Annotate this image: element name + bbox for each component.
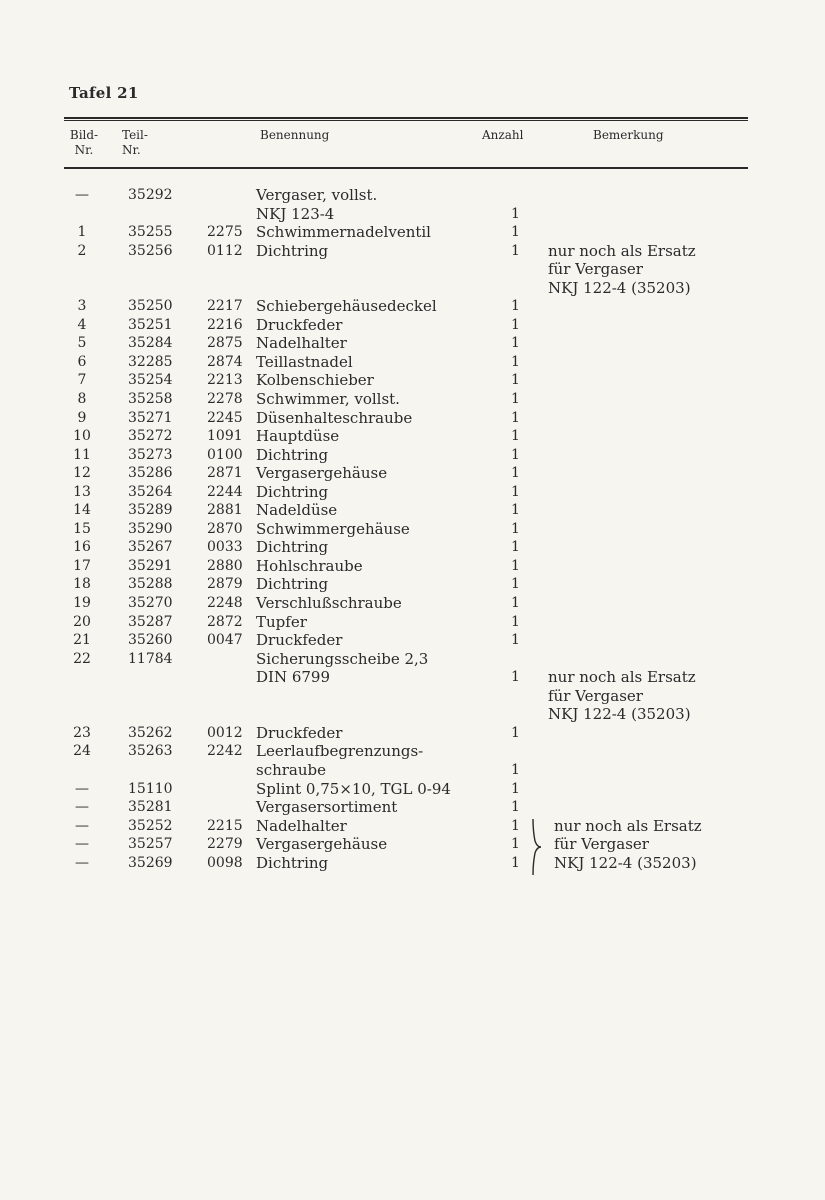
teil-nr-cell: 15110 bbox=[128, 780, 173, 797]
anzahl-cell: 1 bbox=[511, 595, 520, 612]
bild-nr-cell: 19 bbox=[73, 595, 91, 612]
benennung-cell: Dichtring bbox=[256, 538, 329, 557]
bemerkung-cell: für Vergaser bbox=[548, 686, 643, 705]
part-code-cell: 0047 bbox=[207, 632, 243, 649]
anzahl-cell: 1 bbox=[511, 576, 520, 593]
table-row bbox=[0, 705, 825, 724]
teil-nr-cell: 35252 bbox=[128, 817, 173, 834]
table-row bbox=[0, 446, 825, 465]
anzahl-cell: 1 bbox=[511, 632, 520, 649]
teil-nr-cell: 35251 bbox=[128, 316, 173, 333]
part-code-cell: 2216 bbox=[207, 316, 243, 333]
bild-nr-cell: 24 bbox=[73, 743, 91, 760]
bild-nr-cell: 9 bbox=[77, 409, 87, 426]
benennung-cell: Nadeldüse bbox=[256, 501, 338, 520]
table-row bbox=[0, 594, 825, 613]
table-row bbox=[0, 798, 825, 817]
anzahl-cell: 1 bbox=[511, 836, 520, 853]
anzahl-cell: 1 bbox=[511, 242, 520, 259]
anzahl-cell: 1 bbox=[511, 780, 520, 797]
bild-nr-cell: — bbox=[75, 187, 89, 203]
part-code-cell: 2881 bbox=[207, 502, 243, 519]
table-row bbox=[0, 205, 825, 224]
part-code-cell: 2275 bbox=[207, 224, 243, 241]
teil-nr-cell: 35288 bbox=[128, 576, 173, 593]
table-row bbox=[0, 742, 825, 761]
bild-nr-cell: — bbox=[75, 817, 89, 834]
teil-nr-cell: 35250 bbox=[128, 298, 173, 315]
anzahl-cell: 1 bbox=[511, 391, 520, 408]
benennung-cell: Schwimmernadelventil bbox=[256, 223, 431, 242]
anzahl-cell: 1 bbox=[511, 335, 520, 352]
benennung-cell: Hohlschraube bbox=[256, 556, 363, 575]
anzahl-cell: 1 bbox=[511, 298, 520, 315]
teil-nr-cell: 35255 bbox=[128, 224, 173, 241]
bild-nr-cell: — bbox=[75, 836, 89, 853]
table-row bbox=[0, 279, 825, 298]
anzahl-cell: 1 bbox=[511, 446, 520, 463]
benennung-cell: Verschlußschraube bbox=[256, 594, 402, 613]
benennung-cell: Kolbenschieber bbox=[256, 371, 374, 390]
bild-nr-cell: — bbox=[75, 854, 89, 871]
benennung-cell: Vergasergehäuse bbox=[256, 464, 388, 483]
bild-nr-cell: 23 bbox=[73, 724, 91, 741]
part-code-cell: 0112 bbox=[207, 242, 243, 259]
table-row bbox=[0, 297, 825, 316]
benennung-cell: Leerlaufbegrenzungs- bbox=[256, 742, 424, 761]
teil-nr-cell: 35291 bbox=[128, 557, 173, 574]
anzahl-cell: 1 bbox=[511, 428, 520, 445]
benennung-cell: Dichtring bbox=[256, 241, 329, 260]
bild-nr-cell: 3 bbox=[77, 298, 87, 315]
bild-nr-cell: 7 bbox=[77, 372, 87, 389]
part-code-cell: 2213 bbox=[207, 372, 243, 389]
part-code-cell: 2244 bbox=[207, 483, 243, 500]
anzahl-cell: 1 bbox=[511, 854, 520, 871]
bild-nr-cell: 2 bbox=[77, 242, 87, 259]
table-row bbox=[0, 724, 825, 743]
part-code-cell: 0100 bbox=[207, 446, 243, 463]
teil-nr-cell: 35254 bbox=[128, 372, 173, 389]
anzahl-cell: 1 bbox=[511, 483, 520, 500]
column-header-anzahl: Anzahl bbox=[482, 128, 524, 142]
teil-nr-cell: 35289 bbox=[128, 502, 173, 519]
table-row bbox=[0, 353, 825, 372]
benennung-cell: Druckfeder bbox=[256, 315, 343, 334]
benennung-cell: Tupfer bbox=[256, 612, 307, 631]
part-code-cell: 2875 bbox=[207, 335, 243, 352]
column-header-bild-nr bbox=[64, 128, 104, 158]
anzahl-cell: 1 bbox=[511, 502, 520, 519]
bemerkung-cell: NKJ 122-4 (35203) bbox=[554, 853, 697, 872]
bild-nr-cell: 8 bbox=[77, 391, 87, 408]
benennung-cell: schraube bbox=[256, 760, 327, 779]
part-code-cell: 2217 bbox=[207, 298, 243, 315]
table-row bbox=[0, 557, 825, 576]
page-title: Tafel 21 bbox=[69, 84, 139, 102]
benennung-cell: Dichtring bbox=[256, 482, 329, 501]
teil-nr-cell: 35270 bbox=[128, 595, 173, 612]
teil-nr-cell: 35284 bbox=[128, 335, 173, 352]
table-row bbox=[0, 613, 825, 632]
part-code-cell: 2278 bbox=[207, 391, 243, 408]
table-row bbox=[0, 650, 825, 669]
table-row bbox=[0, 520, 825, 539]
bild-nr-cell: 12 bbox=[73, 465, 91, 482]
bild-nr-cell: 20 bbox=[73, 613, 91, 630]
part-code-cell: 2872 bbox=[207, 613, 243, 630]
table-row bbox=[0, 854, 825, 873]
bild-nr-cell: 22 bbox=[73, 650, 91, 667]
bild-nr-cell: 5 bbox=[77, 335, 87, 352]
teil-nr-cell: 35269 bbox=[128, 854, 173, 871]
anzahl-cell: 1 bbox=[511, 539, 520, 556]
part-code-cell: 2248 bbox=[207, 595, 243, 612]
benennung-cell: Druckfeder bbox=[256, 631, 343, 650]
teil-nr-cell: 32285 bbox=[128, 353, 173, 370]
table-row bbox=[0, 575, 825, 594]
parts-table bbox=[0, 186, 825, 872]
anzahl-cell: 1 bbox=[511, 799, 520, 816]
anzahl-cell: 1 bbox=[511, 724, 520, 741]
anzahl-cell: 1 bbox=[511, 557, 520, 574]
bemerkung-cell: nur noch als Ersatz bbox=[554, 816, 702, 835]
teil-nr-cell: 35290 bbox=[128, 520, 173, 537]
part-code-cell: 2880 bbox=[207, 557, 243, 574]
column-header-bild-label: Bild- Nr. bbox=[69, 128, 99, 157]
benennung-cell: Dichtring bbox=[256, 445, 329, 464]
teil-nr-cell: 35260 bbox=[128, 632, 173, 649]
anzahl-cell: 1 bbox=[511, 372, 520, 389]
benennung-cell: Vergasersortiment bbox=[256, 798, 398, 817]
table-row bbox=[0, 371, 825, 390]
bild-nr-cell: — bbox=[75, 799, 89, 816]
teil-nr-cell: 35264 bbox=[128, 483, 173, 500]
table-row bbox=[0, 780, 825, 799]
benennung-cell: Düsenhalteschraube bbox=[256, 408, 413, 427]
teil-nr-cell: 35258 bbox=[128, 391, 173, 408]
part-code-cell: 0098 bbox=[207, 854, 243, 871]
anzahl-cell: 1 bbox=[511, 761, 520, 778]
table-row bbox=[0, 631, 825, 650]
bild-nr-cell: 4 bbox=[77, 316, 87, 333]
anzahl-cell: 1 bbox=[511, 316, 520, 333]
part-code-cell: 2879 bbox=[207, 576, 243, 593]
table-row bbox=[0, 538, 825, 557]
teil-nr-cell: 35281 bbox=[128, 799, 173, 816]
benennung-cell: Nadelhalter bbox=[256, 334, 347, 353]
anzahl-cell: 1 bbox=[511, 205, 520, 222]
part-code-cell: 2871 bbox=[207, 465, 243, 482]
table-row bbox=[0, 483, 825, 502]
teil-nr-cell: 35262 bbox=[128, 724, 173, 741]
bild-nr-cell: 16 bbox=[73, 539, 91, 556]
benennung-cell: Hauptdüse bbox=[256, 427, 340, 446]
bemerkung-cell: nur noch als Ersatz bbox=[548, 668, 696, 687]
bild-nr-cell: 6 bbox=[77, 353, 87, 370]
bemerkung-cell: für Vergaser bbox=[548, 260, 643, 279]
header-rule-top bbox=[64, 117, 748, 119]
bild-nr-cell: 13 bbox=[73, 483, 91, 500]
anzahl-cell: 1 bbox=[511, 465, 520, 482]
benennung-cell: NKJ 123-4 bbox=[256, 204, 335, 223]
table-row bbox=[0, 186, 825, 205]
benennung-cell: Dichtring bbox=[256, 575, 329, 594]
table-row bbox=[0, 223, 825, 242]
anzahl-cell: 1 bbox=[511, 817, 520, 834]
anzahl-cell: 1 bbox=[511, 353, 520, 370]
table-row bbox=[0, 409, 825, 428]
table-row bbox=[0, 260, 825, 279]
bemerkung-cell: NKJ 122-4 (35203) bbox=[548, 278, 691, 297]
table-row bbox=[0, 334, 825, 353]
bild-nr-cell: — bbox=[75, 780, 89, 797]
part-code-cell: 2870 bbox=[207, 520, 243, 537]
teil-nr-cell: 35256 bbox=[128, 242, 173, 259]
table-row bbox=[0, 316, 825, 335]
table-row bbox=[0, 464, 825, 483]
column-header-bemerkung: Bemerkung bbox=[593, 128, 664, 142]
benennung-cell: Schiebergehäusedeckel bbox=[256, 297, 437, 316]
table-row bbox=[0, 390, 825, 409]
bemerkung-cell: nur noch als Ersatz bbox=[548, 241, 696, 260]
anzahl-cell: 1 bbox=[511, 520, 520, 537]
teil-nr-cell: 35271 bbox=[128, 409, 173, 426]
bild-nr-cell: 21 bbox=[73, 632, 91, 649]
benennung-cell: Schwimmergehäuse bbox=[256, 519, 410, 538]
bemerkung-cell: NKJ 122-4 (35203) bbox=[548, 705, 691, 724]
bild-nr-cell: 11 bbox=[73, 446, 91, 463]
anzahl-cell: 1 bbox=[511, 224, 520, 241]
table-row bbox=[0, 668, 825, 687]
benennung-cell: Vergaser, vollst. bbox=[256, 186, 378, 204]
table-row bbox=[0, 835, 825, 854]
table-row bbox=[0, 817, 825, 836]
part-code-cell: 1091 bbox=[207, 428, 243, 445]
benennung-cell: Dichtring bbox=[256, 853, 329, 872]
part-code-cell: 2242 bbox=[207, 743, 243, 760]
part-code-cell: 2245 bbox=[207, 409, 243, 426]
table-row bbox=[0, 242, 825, 261]
bild-nr-cell: 14 bbox=[73, 502, 91, 519]
header-rule-top-thin bbox=[64, 120, 748, 121]
teil-nr-cell: 35267 bbox=[128, 539, 173, 556]
bild-nr-cell: 10 bbox=[73, 428, 91, 445]
teil-nr-cell: 35292 bbox=[128, 187, 173, 203]
benennung-cell: Sicherungsscheibe 2,3 bbox=[256, 649, 429, 668]
teil-nr-cell: 35257 bbox=[128, 836, 173, 853]
part-code-cell: 0012 bbox=[207, 724, 243, 741]
part-code-cell: 2874 bbox=[207, 353, 243, 370]
bild-nr-cell: 1 bbox=[77, 224, 87, 241]
teil-nr-cell: 11784 bbox=[128, 650, 173, 667]
teil-nr-cell: 35286 bbox=[128, 465, 173, 482]
anzahl-cell: 1 bbox=[511, 409, 520, 426]
benennung-cell: Splint 0,75×10, TGL 0-94 bbox=[256, 779, 451, 798]
table-row bbox=[0, 761, 825, 780]
teil-nr-cell: 35263 bbox=[128, 743, 173, 760]
column-header-teil-nr bbox=[122, 128, 148, 158]
teil-nr-cell: 35272 bbox=[128, 428, 173, 445]
column-header-benennung: Benennung bbox=[260, 128, 330, 142]
bild-nr-cell: 15 bbox=[73, 520, 91, 537]
header-rule-bottom bbox=[64, 167, 748, 169]
table-row bbox=[0, 427, 825, 446]
column-header-teil-label: Teil- Nr. bbox=[122, 128, 148, 157]
table-row bbox=[0, 501, 825, 520]
teil-nr-cell: 35287 bbox=[128, 613, 173, 630]
anzahl-cell: 1 bbox=[511, 613, 520, 630]
bemerkung-cell: für Vergaser bbox=[554, 835, 649, 854]
bild-nr-cell: 17 bbox=[73, 557, 91, 574]
part-code-cell: 0033 bbox=[207, 539, 243, 556]
benennung-cell: Nadelhalter bbox=[256, 816, 347, 835]
part-code-cell: 2279 bbox=[207, 836, 243, 853]
bild-nr-cell: 18 bbox=[73, 576, 91, 593]
benennung-cell: Teillastnadel bbox=[256, 352, 353, 371]
anzahl-cell: 1 bbox=[511, 669, 520, 686]
benennung-cell: Vergasergehäuse bbox=[256, 835, 388, 854]
teil-nr-cell: 35273 bbox=[128, 446, 173, 463]
benennung-cell: Schwimmer, vollst. bbox=[256, 390, 400, 409]
benennung-cell: Druckfeder bbox=[256, 723, 343, 742]
remark-group-brace bbox=[529, 817, 545, 877]
part-code-cell: 2215 bbox=[207, 817, 243, 834]
benennung-cell: DIN 6799 bbox=[256, 668, 331, 687]
table-row bbox=[0, 687, 825, 706]
